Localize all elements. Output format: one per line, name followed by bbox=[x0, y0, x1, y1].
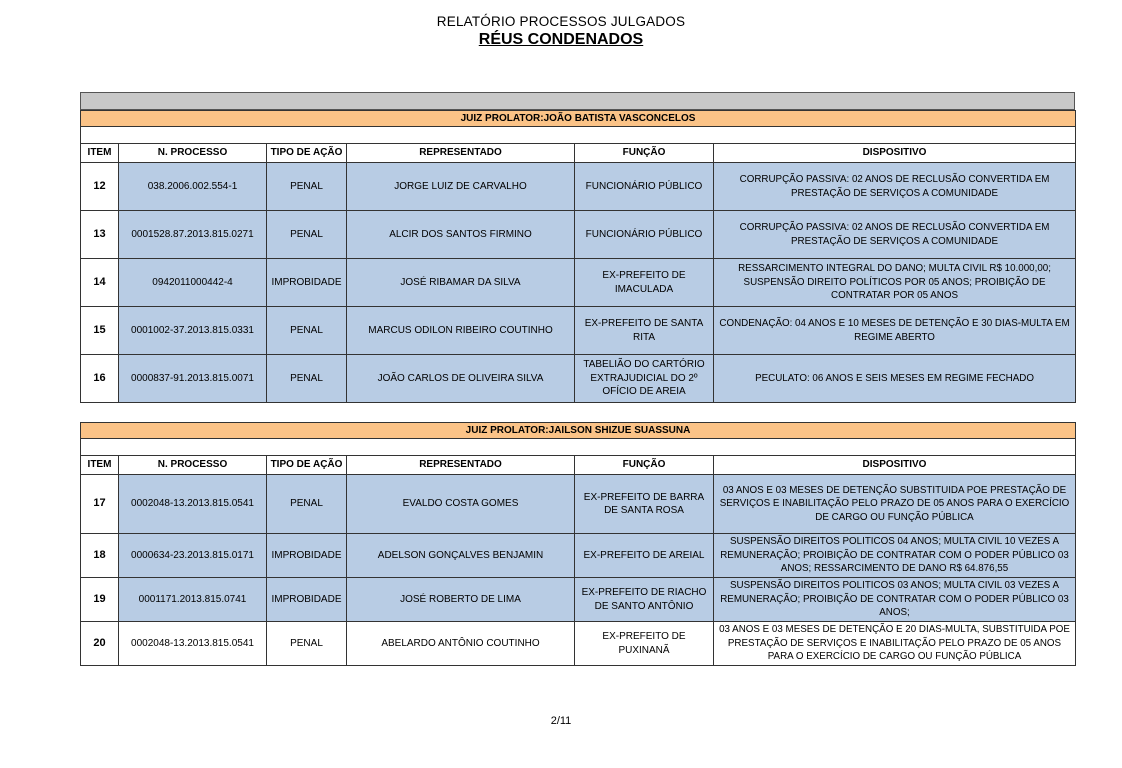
col-funcao-header: FUNÇÃO bbox=[575, 456, 714, 475]
action-type: PENAL bbox=[267, 622, 347, 666]
sentence-text: CONDENAÇÃO: 04 ANOS E 10 MESES DE DETENÇÃO E 30 DIAS-MULTA EM REGIME ABERTO bbox=[714, 307, 1076, 355]
sentence-text: 03 ANOS E 03 MESES DE DETENÇÃO SUBSTITUIDA POE PRESTAÇÃO DE SERVIÇOS E INABILITAÇÃO PELO PRAZO DE 05 ANOS PARA O EXERCÍCIO DE CARGO OU FUNÇÃO PÚBLICA bbox=[714, 475, 1076, 534]
defendant-name: EVALDO COSTA GOMES bbox=[347, 475, 575, 534]
defendant-name: ABELARDO ANTÔNIO COUTINHO bbox=[347, 622, 575, 666]
process-number: 0002048-13.2013.815.0541 bbox=[119, 475, 267, 534]
table-row bbox=[81, 163, 1076, 211]
defendant-role: EX-PREFEITO DE BARRA DE SANTA ROSA bbox=[575, 475, 714, 534]
item-number: 19 bbox=[81, 578, 119, 622]
col-processo-header: N. PROCESSO bbox=[119, 144, 267, 163]
defendant-name: JOSÉ RIBAMAR DA SILVA bbox=[347, 259, 575, 307]
report-header bbox=[0, 14, 1122, 49]
col-processo-header: N. PROCESSO bbox=[119, 456, 267, 475]
col-dispositivo-header: DISPOSITIVO bbox=[714, 144, 1076, 163]
col-representado-header: REPRESENTADO bbox=[347, 144, 575, 163]
defendant-role: EX-PREFEITO DE AREIAL bbox=[575, 534, 714, 578]
judge-section-1 bbox=[80, 110, 1075, 403]
cases-table-1 bbox=[80, 110, 1076, 403]
action-type: IMPROBIDADE bbox=[267, 259, 347, 307]
process-number: 038.2006.002.554-1 bbox=[119, 163, 267, 211]
action-type: PENAL bbox=[267, 211, 347, 259]
blank-row bbox=[81, 439, 1076, 456]
defendant-role: FUNCIONÁRIO PÚBLICO bbox=[575, 163, 714, 211]
defendant-name: ALCIR DOS SANTOS FIRMINO bbox=[347, 211, 575, 259]
action-type: PENAL bbox=[267, 163, 347, 211]
table-row bbox=[81, 355, 1076, 403]
action-type: IMPROBIDADE bbox=[267, 578, 347, 622]
table-row bbox=[81, 307, 1076, 355]
sentence-text: CORRUPÇÃO PASSIVA: 02 ANOS DE RECLUSÃO CONVERTIDA EM PRESTAÇÃO DE SERVIÇOS A COMUNIDADE bbox=[714, 211, 1076, 259]
defendant-role: EX-PREFEITO DE RIACHO DE SANTO ANTÔNIO bbox=[575, 578, 714, 622]
col-item-header: ITEM bbox=[81, 144, 119, 163]
item-number: 13 bbox=[81, 211, 119, 259]
sentence-text: PECULATO: 06 ANOS E SEIS MESES EM REGIME FECHADO bbox=[714, 355, 1076, 403]
item-number: 12 bbox=[81, 163, 119, 211]
header-bar bbox=[80, 92, 1075, 110]
item-number: 16 bbox=[81, 355, 119, 403]
table-row bbox=[81, 475, 1076, 534]
process-number: 0000634-23.2013.815.0171 bbox=[119, 534, 267, 578]
judge-section-2 bbox=[80, 422, 1075, 666]
defendant-role: TABELIÃO DO CARTÓRIO EXTRAJUDICIAL DO 2º OFÍCIO DE AREIA bbox=[575, 355, 714, 403]
table-row bbox=[81, 622, 1076, 666]
table-row bbox=[81, 259, 1076, 307]
action-type: PENAL bbox=[267, 475, 347, 534]
col-representado-header: REPRESENTADO bbox=[347, 456, 575, 475]
sentence-text: SUSPENSÃO DIREITOS POLITICOS 04 ANOS; MULTA CIVIL 10 VEZES A REMUNERAÇÃO; PROIBIÇÃO DE CONTRATAR COM O PODER PÚBLICO 03 ANOS; RESSARCIMENTO DE DANO R$ 64.876,55 bbox=[714, 534, 1076, 578]
process-number: 0002048-13.2013.815.0541 bbox=[119, 622, 267, 666]
col-tipo-header: TIPO DE AÇÃO bbox=[267, 456, 347, 475]
table-row bbox=[81, 578, 1076, 622]
action-type: PENAL bbox=[267, 307, 347, 355]
defendant-name: ADELSON GONÇALVES BENJAMIN bbox=[347, 534, 575, 578]
judge-name: JUIZ PROLATOR:JOÃO BATISTA VASCONCELOS bbox=[81, 111, 1076, 127]
sentence-text: RESSARCIMENTO INTEGRAL DO DANO; MULTA CIVIL R$ 10.000,00; SUSPENSÃO DIREITO POLÍTICOS POR 05 ANOS; PROIBIÇÃO DE CONTRATAR POR 05 ANOS bbox=[714, 259, 1076, 307]
process-number: 0001171.2013.815.0741 bbox=[119, 578, 267, 622]
table-row bbox=[81, 211, 1076, 259]
defendant-role: FUNCIONÁRIO PÚBLICO bbox=[575, 211, 714, 259]
defendant-role: EX-PREFEITO DE IMACULADA bbox=[575, 259, 714, 307]
action-type: PENAL bbox=[267, 355, 347, 403]
item-number: 17 bbox=[81, 475, 119, 534]
defendant-name: JORGE LUIZ DE CARVALHO bbox=[347, 163, 575, 211]
defendant-role: EX-PREFEITO DE SANTA RITA bbox=[575, 307, 714, 355]
defendant-name: MARCUS ODILON RIBEIRO COUTINHO bbox=[347, 307, 575, 355]
defendant-name: JOÃO CARLOS DE OLIVEIRA SILVA bbox=[347, 355, 575, 403]
report-subtitle: RÉUS CONDENADOS bbox=[478, 31, 644, 48]
blank-row bbox=[81, 127, 1076, 144]
process-number: 0000837-91.2013.815.0071 bbox=[119, 355, 267, 403]
col-tipo-header: TIPO DE AÇÃO bbox=[267, 144, 347, 163]
process-number: 0001528.87.2013.815.0271 bbox=[119, 211, 267, 259]
report-title: RELATÓRIO PROCESSOS JULGADOS bbox=[436, 14, 686, 29]
cases-table-2 bbox=[80, 422, 1076, 666]
sentence-text: SUSPENSÃO DIREITOS POLITICOS 03 ANOS; MULTA CIVIL 03 VEZES A REMUNERAÇÃO; PROIBIÇÃO DE CONTRATAR COM O PODER PÚBLICO 03 ANOS; bbox=[714, 578, 1076, 622]
item-number: 20 bbox=[81, 622, 119, 666]
sentence-text: 03 ANOS E 03 MESES DE DETENÇÃO E 20 DIAS-MULTA, SUBSTITUIDA POE PRESTAÇÃO DE SERVIÇOS E INABILITAÇÃO PELO PRAZO DE 05 ANOS PARA O EXERCÍCIO DE CARGO OU FUNÇÃO PÚBLICA bbox=[714, 622, 1076, 666]
judge-name: JUIZ PROLATOR:JAILSON SHIZUE SUASSUNA bbox=[81, 423, 1076, 439]
item-number: 18 bbox=[81, 534, 119, 578]
col-dispositivo-header: DISPOSITIVO bbox=[714, 456, 1076, 475]
col-item-header: ITEM bbox=[81, 456, 119, 475]
page-number: 2/11 bbox=[550, 715, 572, 727]
table-row bbox=[81, 534, 1076, 578]
defendant-name: JOSÉ ROBERTO DE LIMA bbox=[347, 578, 575, 622]
item-number: 15 bbox=[81, 307, 119, 355]
col-funcao-header: FUNÇÃO bbox=[575, 144, 714, 163]
process-number: 0001002-37.2013.815.0331 bbox=[119, 307, 267, 355]
sentence-text: CORRUPÇÃO PASSIVA: 02 ANOS DE RECLUSÃO CONVERTIDA EM PRESTAÇÃO DE SERVIÇOS A COMUNIDADE bbox=[714, 163, 1076, 211]
action-type: IMPROBIDADE bbox=[267, 534, 347, 578]
item-number: 14 bbox=[81, 259, 119, 307]
process-number: 0942011000442-4 bbox=[119, 259, 267, 307]
defendant-role: EX-PREFEITO DE PUXINANÃ bbox=[575, 622, 714, 666]
